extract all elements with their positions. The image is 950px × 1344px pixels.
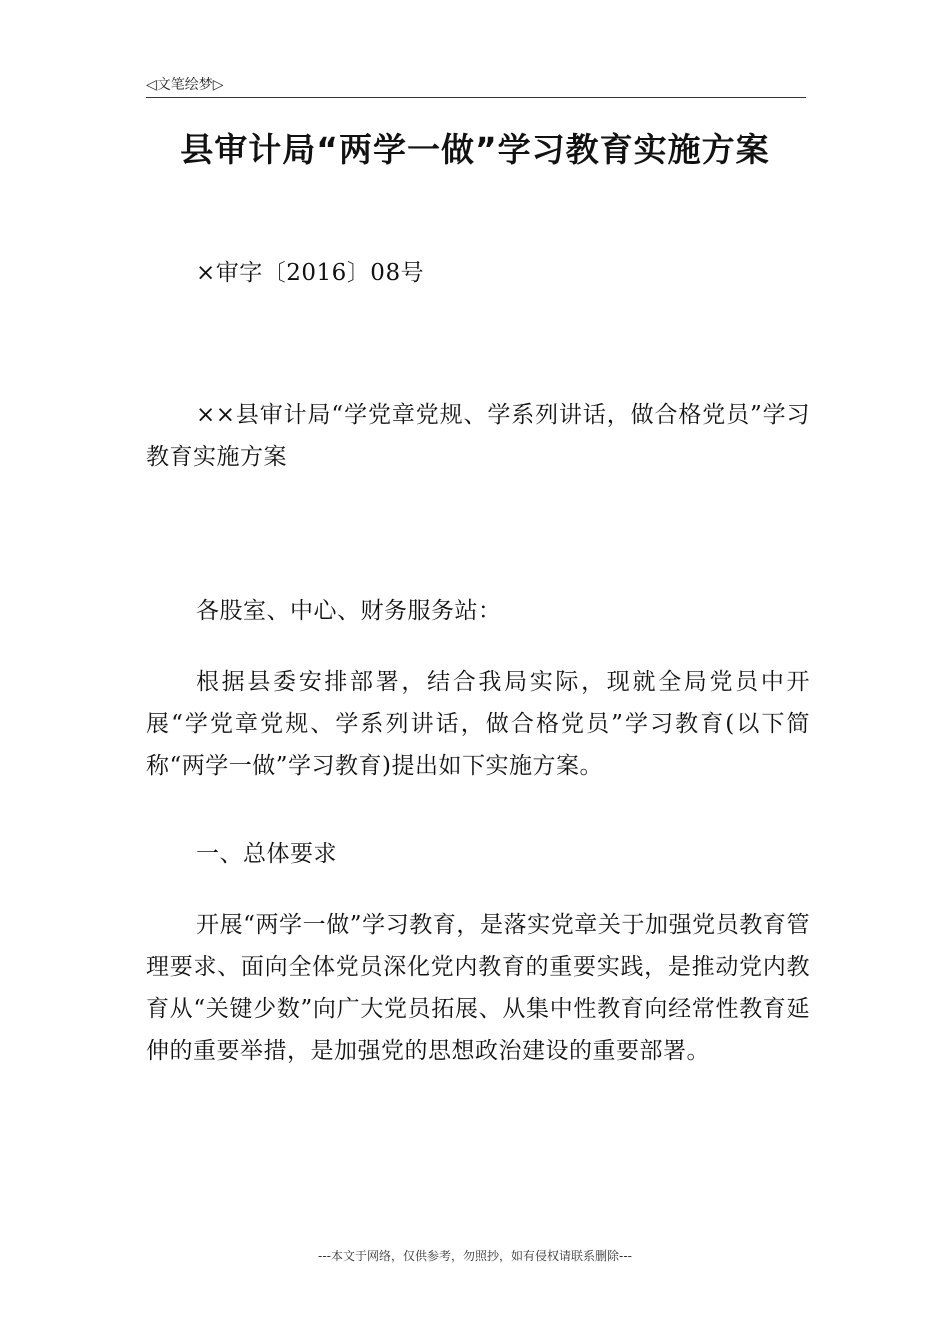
paragraph-intro: 根据县委安排部署，结合我局实际，现就全局党员中开展“学党章党规、学系列讲话，做合格党员”学习教育(以下简称“两学一做”学习教育)提出如下实施方案。 (146, 669, 810, 779)
header-divider (146, 97, 806, 98)
salutation: 各股室、中心、财务服务站： (196, 598, 502, 624)
header-mark: ◁文笔绘梦▷ (146, 77, 224, 93)
document-title: 县审计局“两学一做”学习教育实施方案 (180, 130, 770, 169)
document-number: ×审字〔2016〕08号 (196, 260, 425, 286)
paragraph-general-requirements: 开展“两学一做”学习教育，是落实党章关于加强党员教育管理要求、面向全体党员深化党内教育的重要实践，是推动党内教育从“关键少数”向广大党员拓展、从集中性教育向经常性教育延伸的重要举措，是加强党的思想政治建设的重要部署。 (146, 912, 810, 1064)
section-heading-general-requirements: 一、总体要求 (196, 841, 337, 867)
footer-disclaimer: ---本文于网络，仅供参考，勿照抄，如有侵权请联系删除--- (318, 1249, 632, 1263)
document-subtitle: ××县审计局“学党章党规、学系列讲话，做合格党员”学习教育实施方案 (146, 402, 810, 470)
